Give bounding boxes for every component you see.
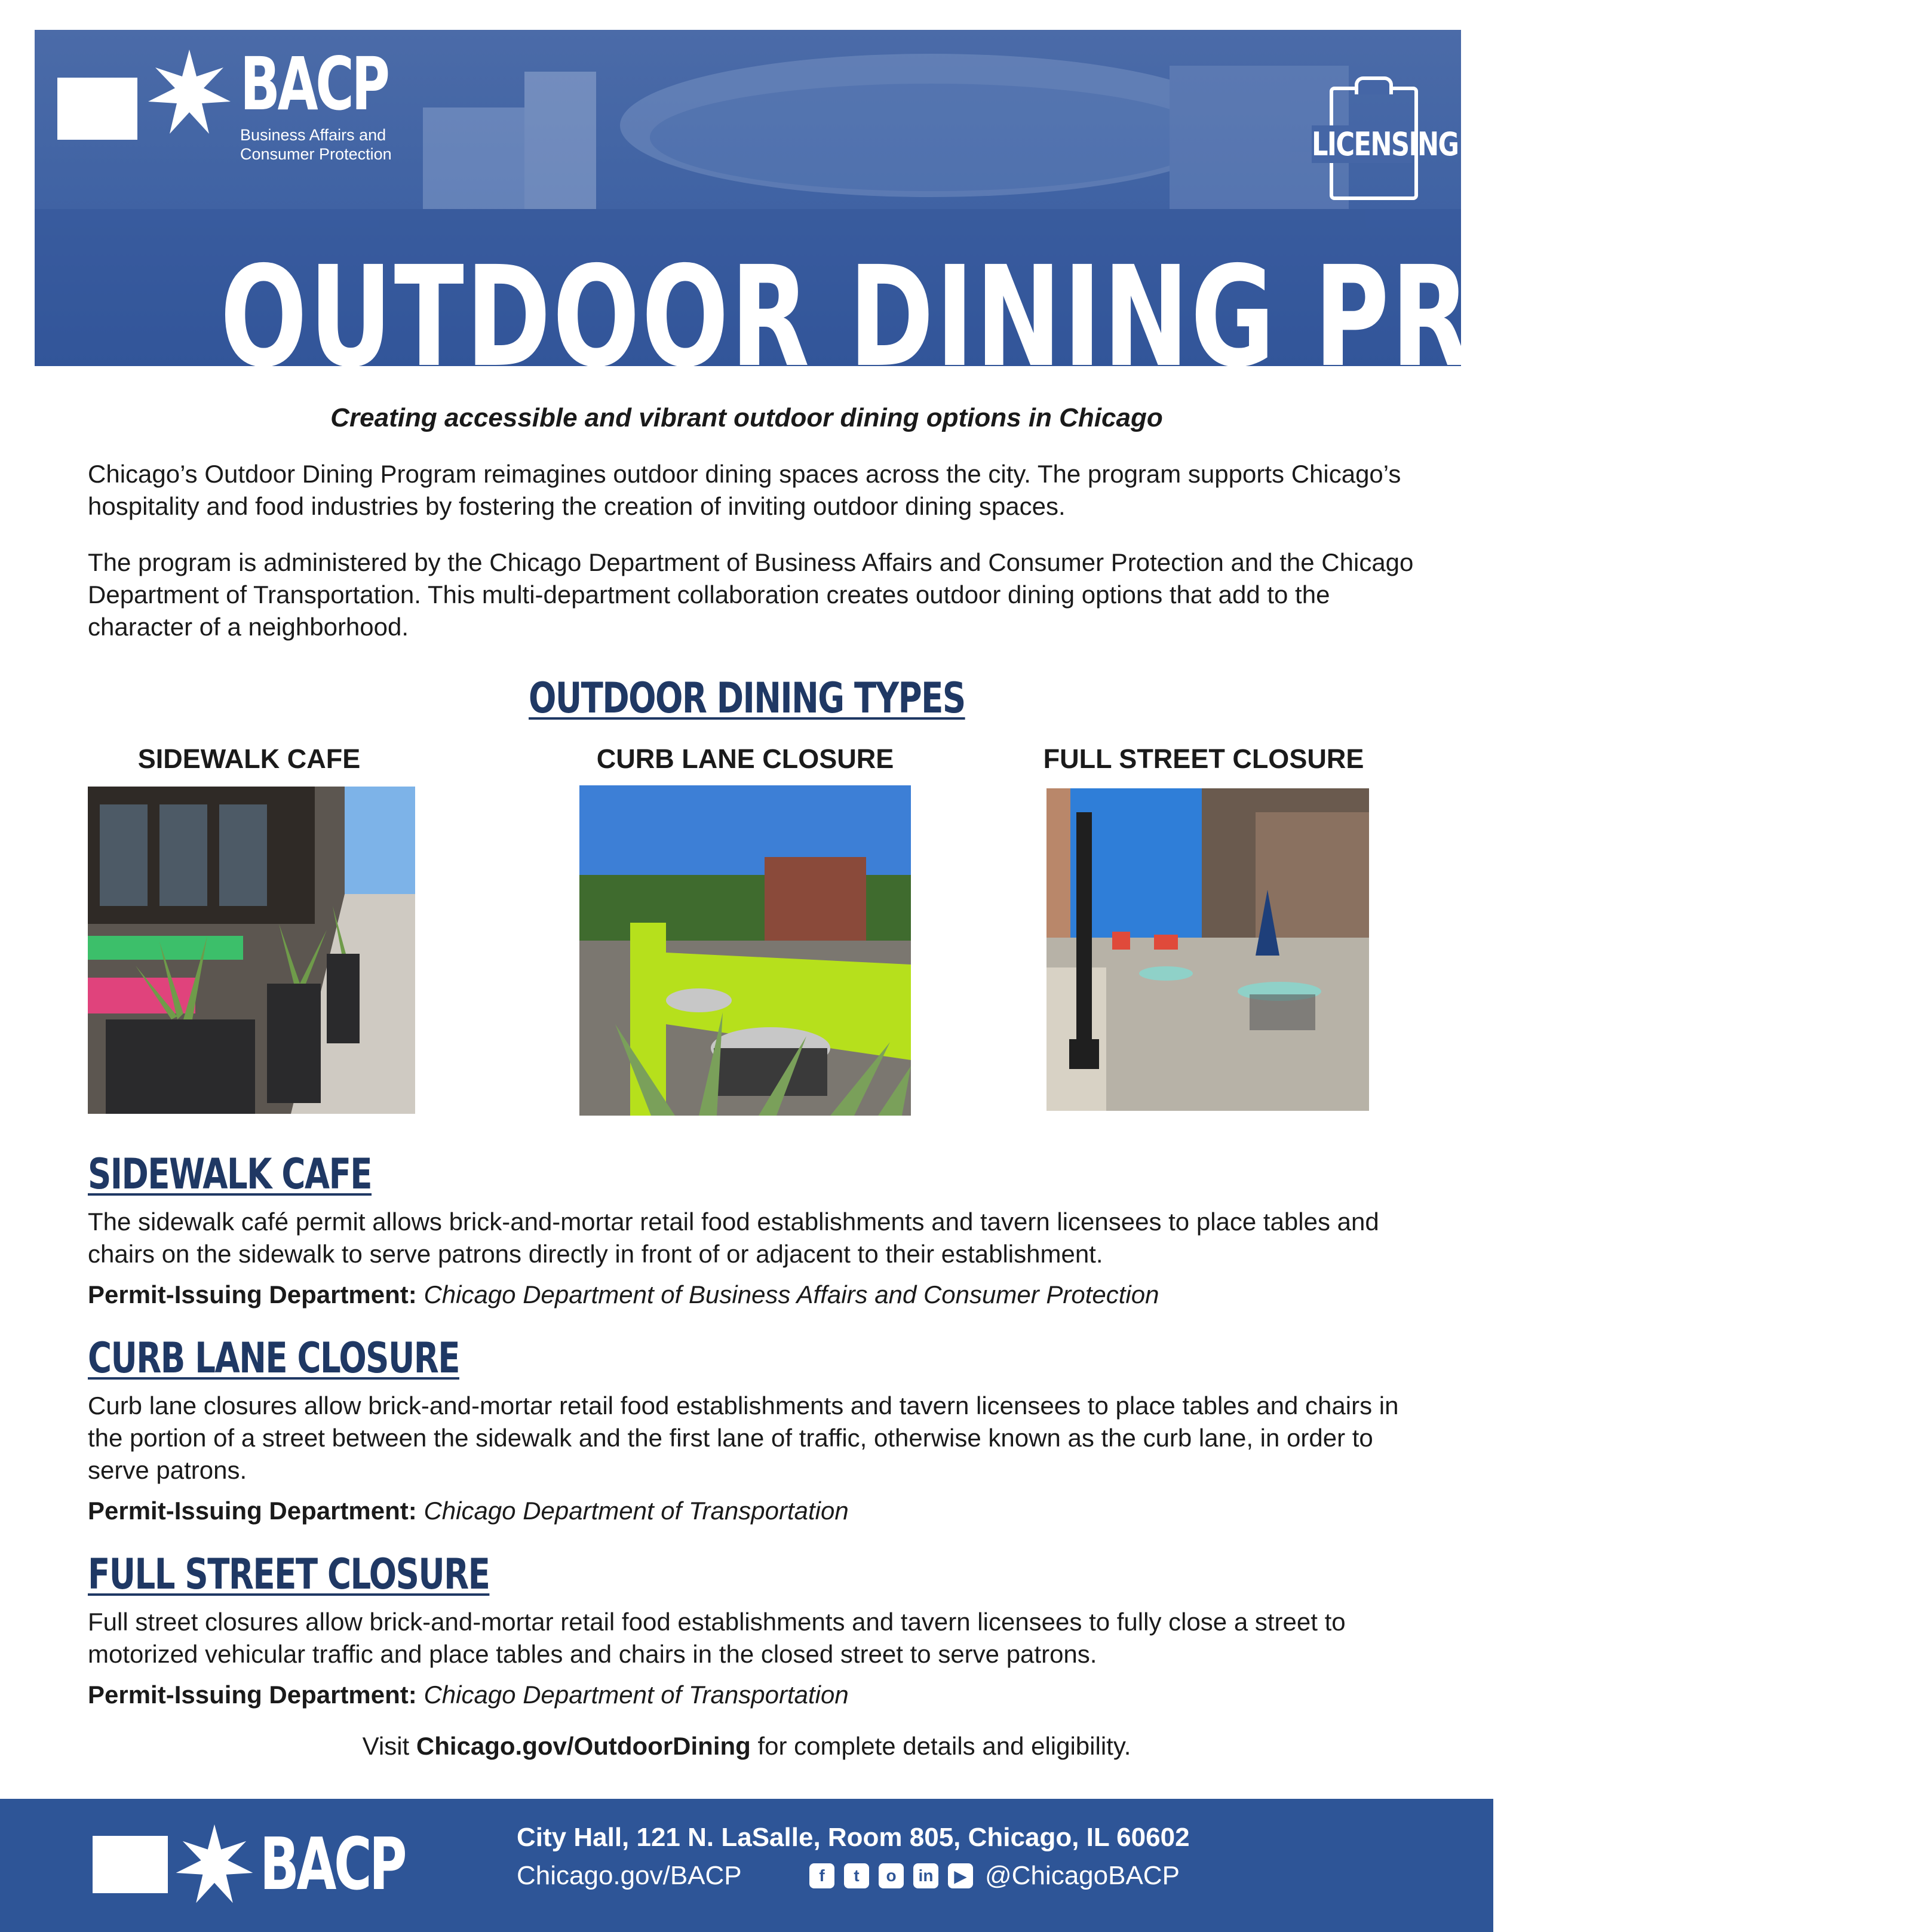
intro-paragraph-1: Chicago’s Outdoor Dining Program reimagines outdoor dining spaces across the city. The program supports Chicago’s hospitality and food industries by fostering the creation of inviting outdoor dining spaces. [88, 460, 1401, 520]
logo-flag-shape [57, 78, 137, 140]
photo-sidewalk-cafe [88, 787, 415, 1114]
footer-address: City Hall, 121 N. LaSalle, Room 805, Chicago, IL 60602 [517, 1823, 1190, 1852]
twitter-icon[interactable]: t [844, 1863, 869, 1888]
logo-subtitle-line2: Consumer Protection [240, 145, 392, 163]
bacp-logo [57, 42, 444, 164]
types-heading: OUTDOOR DINING TYPES [528, 674, 965, 723]
permit-label: Permit-Issuing Department: [88, 1681, 417, 1709]
section-curb-lane-closure [88, 1334, 1426, 1527]
permit-value: Chicago Department of Business Affairs and Consumer Protection [423, 1280, 1159, 1309]
type-label-sidewalk-cafe: SIDEWALK CAFE [137, 744, 361, 774]
type-label-curb-lane: CURB LANE CLOSURE [596, 744, 894, 774]
subtitle: Creating accessible and vibrant outdoor dining options in Chicago [330, 403, 1163, 432]
intro-paragraph-2: The program is administered by the Chicago Department of Business Affairs and Consumer Protection and the Chicago Department of Transportation. This multi-department collaboration creates outdoor dining options that add to the character of a neighborhood. [88, 548, 1414, 641]
clipboard-clip-icon [1355, 76, 1393, 94]
star-icon [145, 48, 234, 137]
section-title: SIDEWALK CAFE [88, 1150, 372, 1199]
page-title: OUTDOOR DINING PROGRAM [220, 236, 1912, 398]
visit-prefix: Visit [362, 1732, 410, 1760]
licensing-label: LICENSING [1312, 125, 1459, 163]
visit-link[interactable]: Chicago.gov/OutdoorDining [416, 1732, 751, 1760]
footer-logo [93, 1823, 461, 1906]
permit-label: Permit-Issuing Department: [88, 1280, 417, 1309]
footer-logo-flag-shape [93, 1836, 168, 1893]
logo-subtitle-line1: Business Affairs and [240, 126, 386, 144]
section-title: CURB LANE CLOSURE [88, 1334, 459, 1383]
types-heading-wrap [0, 674, 1493, 723]
youtube-icon[interactable]: ▶ [948, 1863, 973, 1888]
section-body: The sidewalk café permit allows brick-and-mortar retail food establishments and tavern licensees to place tables and chairs on the sidewalk to serve patrons directly in front of or adjacent to their establishment. [88, 1208, 1379, 1268]
visit-line [0, 1732, 1493, 1761]
photo-full-street-closure [1046, 788, 1369, 1111]
section-body: Curb lane closures allow brick-and-mortar retail food establishments and tavern licensees to place tables and chairs in the portion of a street between the sidewalk and the first lane of traffic, otherwise known as the curb lane, in order to serve patrons. [88, 1392, 1399, 1484]
footer-wordmark: BACP [260, 1823, 405, 1906]
section-full-street-closure [88, 1550, 1426, 1711]
permit-value: Chicago Department of Transportation [423, 1497, 849, 1525]
footer-website-link[interactable]: Chicago.gov/BACP [517, 1861, 742, 1890]
permit-line [88, 1679, 1426, 1711]
visit-suffix: for complete details and eligibility. [757, 1732, 1131, 1760]
instagram-icon[interactable]: o [879, 1863, 904, 1888]
facebook-icon[interactable]: f [809, 1863, 834, 1888]
star-icon [173, 1823, 256, 1906]
header-banner [35, 30, 1912, 398]
photo-curb-lane-closure [579, 785, 911, 1116]
section-title: FULL STREET CLOSURE [88, 1550, 490, 1599]
permit-line [88, 1495, 1426, 1527]
licensing-badge [1312, 54, 1459, 203]
footer [0, 1799, 1493, 1932]
permit-label: Permit-Issuing Department: [88, 1497, 417, 1525]
linkedin-icon[interactable]: in [913, 1863, 938, 1888]
footer-social [809, 1861, 1180, 1891]
permit-line [88, 1279, 1426, 1311]
type-label-full-street: FULL STREET CLOSURE [1043, 744, 1364, 774]
section-sidewalk-cafe [88, 1150, 1426, 1311]
section-body: Full street closures allow brick-and-mortar retail food establishments and tavern licensees to fully close a street to motorized vehicular traffic and place tables and chairs in the closed street to serve patrons. [88, 1608, 1346, 1668]
footer-social-handle[interactable]: @ChicagoBACP [985, 1861, 1180, 1890]
permit-value: Chicago Department of Transportation [423, 1681, 849, 1709]
logo-wordmark: BACP [240, 42, 388, 127]
